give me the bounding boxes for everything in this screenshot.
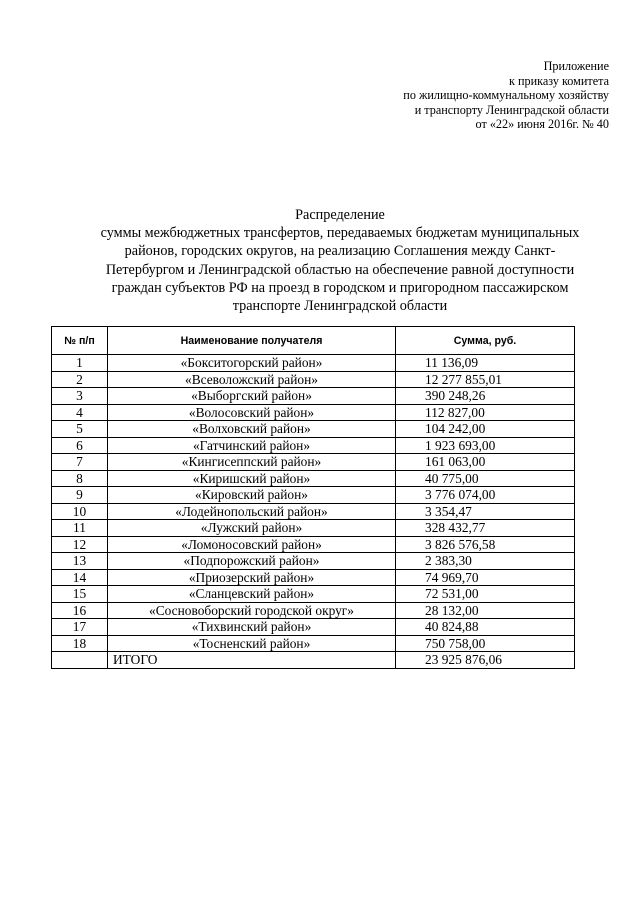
header-number: № п/п <box>52 327 108 355</box>
row-number: 10 <box>52 503 108 520</box>
row-number: 16 <box>52 602 108 619</box>
amount-value: 28 132,00 <box>396 602 575 619</box>
appendix-line: Приложение <box>543 59 609 73</box>
row-number: 15 <box>52 586 108 603</box>
amount-value: 1 923 693,00 <box>396 437 575 454</box>
recipient-name: «Приозерский район» <box>108 569 396 586</box>
row-number: 11 <box>52 520 108 537</box>
row-number: 9 <box>52 487 108 504</box>
amount-value: 3 826 576,58 <box>396 536 575 553</box>
recipient-name: «Сосновоборский городской округ» <box>108 602 396 619</box>
recipient-name: «Тихвинский район» <box>108 619 396 636</box>
table-row <box>52 569 575 586</box>
row-number: 5 <box>52 421 108 438</box>
table-row <box>52 421 575 438</box>
appendix-line: к приказу комитета <box>509 73 609 88</box>
amount-value: 11 136,09 <box>396 355 575 372</box>
amount-value: 74 969,70 <box>396 569 575 586</box>
row-number: 13 <box>52 553 108 570</box>
recipient-name: «Гатчинский район» <box>108 437 396 454</box>
table-row <box>52 437 575 454</box>
recipient-name: «Сланцевский район» <box>108 586 396 603</box>
document-title <box>60 206 620 315</box>
row-number: 12 <box>52 536 108 553</box>
total-amount: 23 925 876,06 <box>396 652 575 669</box>
row-number: 17 <box>52 619 108 636</box>
amount-value: 104 242,00 <box>396 421 575 438</box>
amount-value: 40 824,88 <box>396 619 575 636</box>
amount-value: 112 827,00 <box>396 404 575 421</box>
row-number: 7 <box>52 454 108 471</box>
recipient-name: «Киришский район» <box>108 470 396 487</box>
table-row <box>52 586 575 603</box>
table-row <box>52 404 575 421</box>
amount-value: 390 248,26 <box>396 388 575 405</box>
table-header-row <box>52 327 575 355</box>
title-line: Петербургом и Ленинградской областью на обеспечение равной доступности <box>105 261 575 278</box>
recipient-name: «Ломоносовский район» <box>108 536 396 553</box>
recipient-name: «Лужский район» <box>108 520 396 537</box>
row-number: 1 <box>52 355 108 372</box>
row-number: 3 <box>52 388 108 405</box>
row-number: 14 <box>52 569 108 586</box>
amount-value: 328 432,77 <box>396 520 575 537</box>
appendix-line: и транспорту Ленинградской области <box>414 102 609 117</box>
amount-value: 72 531,00 <box>396 586 575 603</box>
total-label: ИТОГО <box>108 652 396 669</box>
table-row <box>52 355 575 372</box>
recipient-name: «Выборгский район» <box>108 388 396 405</box>
recipient-name: «Тосненский район» <box>108 635 396 652</box>
table-row <box>52 619 575 636</box>
recipient-name: «Всеволожский район» <box>108 371 396 388</box>
title-line: граждан субъектов РФ на проезд в городском и пригородном пассажирском <box>111 279 569 296</box>
appendix-line: по жилищно-коммунальному хозяйству <box>403 88 609 103</box>
amount-value: 161 063,00 <box>396 454 575 471</box>
table-body <box>52 355 575 669</box>
amount-value: 3 354,47 <box>396 503 575 520</box>
table-row <box>52 503 575 520</box>
amount-value: 2 383,30 <box>396 553 575 570</box>
table-row <box>52 520 575 537</box>
row-number: 18 <box>52 635 108 652</box>
recipient-name: «Бокситогорский район» <box>108 355 396 372</box>
title-line: транспорте Ленинградской области <box>232 298 448 315</box>
appendix-header <box>403 59 609 132</box>
row-number: 8 <box>52 470 108 487</box>
header-amount: Сумма, руб. <box>396 327 575 355</box>
table-row <box>52 454 575 471</box>
recipient-name: «Волосовский район» <box>108 404 396 421</box>
amount-value: 40 775,00 <box>396 470 575 487</box>
title-line: Распределение <box>295 207 385 223</box>
table-row <box>52 553 575 570</box>
row-number: 6 <box>52 437 108 454</box>
distribution-table-container <box>51 326 574 669</box>
distribution-table <box>51 326 575 669</box>
total-row <box>52 652 575 669</box>
table-row <box>52 536 575 553</box>
row-number: 2 <box>52 371 108 388</box>
recipient-name: «Кировский район» <box>108 487 396 504</box>
table-row <box>52 388 575 405</box>
recipient-name: «Волховский район» <box>108 421 396 438</box>
amount-value: 750 758,00 <box>396 635 575 652</box>
row-number: 4 <box>52 404 108 421</box>
title-line: суммы межбюджетных трансфертов, передаваемых бюджетам муниципальных <box>100 225 580 242</box>
total-empty-cell <box>52 652 108 669</box>
appendix-line: от «22» июня 2016г. № 40 <box>475 117 609 132</box>
table-row <box>52 487 575 504</box>
amount-value: 3 776 074,00 <box>396 487 575 504</box>
title-line: районов, городских округов, на реализацию Соглашения между Санкт- <box>124 243 556 260</box>
table-row <box>52 635 575 652</box>
header-recipient: Наименование получателя <box>108 327 396 355</box>
table-row <box>52 371 575 388</box>
table-row <box>52 470 575 487</box>
recipient-name: «Лодейнопольский район» <box>108 503 396 520</box>
amount-value: 12 277 855,01 <box>396 371 575 388</box>
recipient-name: «Подпорожский район» <box>108 553 396 570</box>
table-row <box>52 602 575 619</box>
recipient-name: «Кингисеппский район» <box>108 454 396 471</box>
